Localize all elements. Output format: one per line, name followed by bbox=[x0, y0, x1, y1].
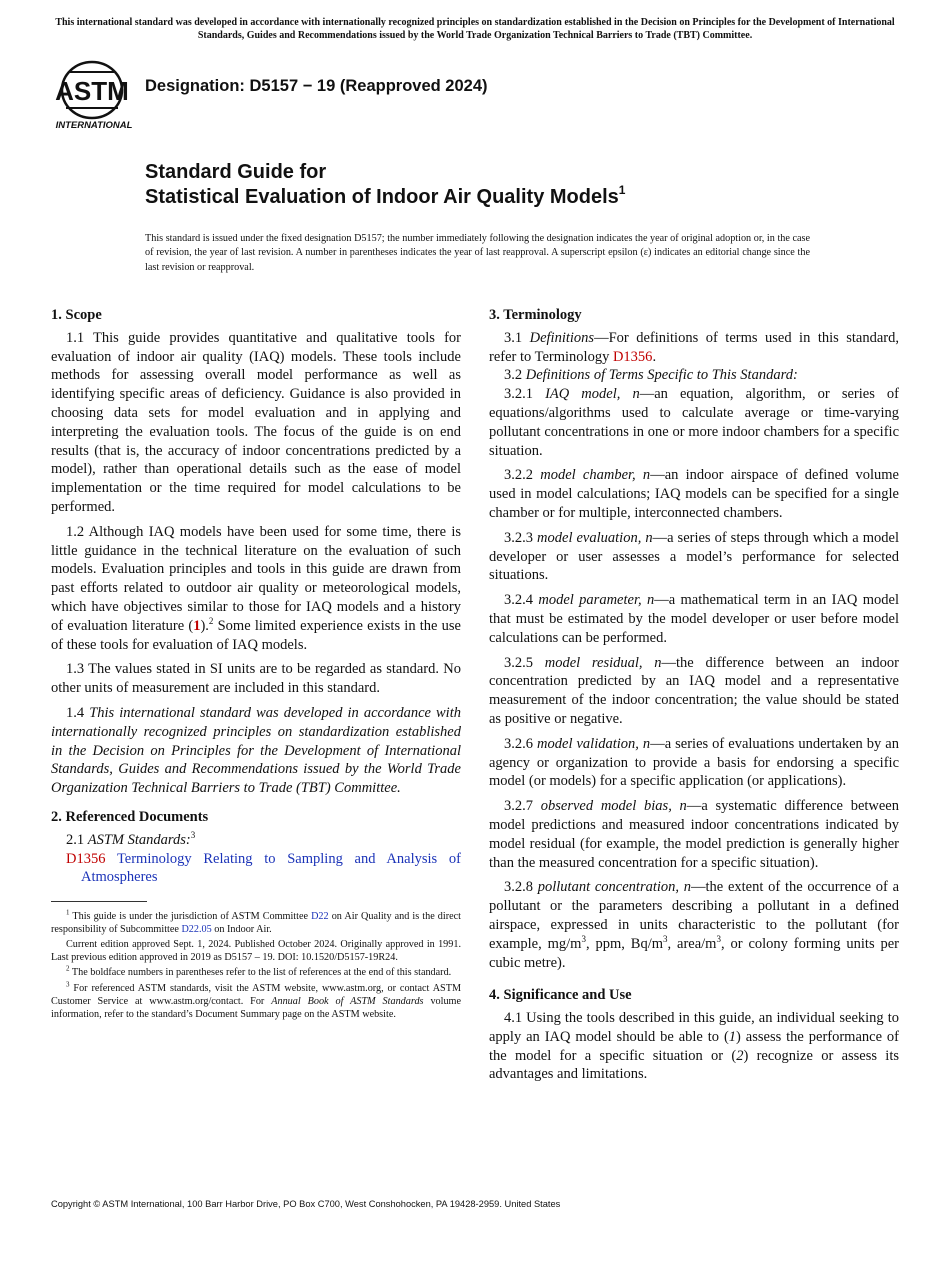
p4-1-item-2: 2 bbox=[736, 1047, 744, 1064]
def-number: 3.2.1 bbox=[504, 386, 546, 403]
paragraph-1-2 bbox=[51, 523, 461, 655]
paragraph-1-1: 1.1 This guide provides quantitative and qualitative tools for evaluation of indoor air quality (IAQ) models. These tools include methods for assessing overall model performance as well as identifying specific areas of deficiency. Guidance is also provided in choosing data sets for model evaluation and in applying and interpreting the evaluation tools. The focus of the guide is on end results (that is, the accuracy of indoor concentrations predicted by a model), rather than operational details such as the ease of model implementation or the time required for model calculations to be performed. bbox=[51, 329, 461, 515]
left-column bbox=[51, 306, 461, 1023]
footnote-3 bbox=[51, 982, 461, 1021]
section-heading-referenced: 2. Referenced Documents bbox=[51, 808, 209, 825]
p1-2-rest: Some limited experience exists in the use of these tools for evaluation of IAQ models. bbox=[51, 617, 461, 653]
footnote-1 bbox=[51, 910, 461, 936]
p2-1-text: ASTM Standards: bbox=[87, 831, 191, 848]
def-term: model residual, n bbox=[544, 654, 662, 671]
section-heading-terminology: 3. Terminology bbox=[489, 307, 582, 323]
p4-1-text: 4.1 Using the tools described in this guide, an individual seeking to apply an IAQ model should be able to ( bbox=[489, 1010, 899, 1045]
paragraph-1-4 bbox=[51, 704, 461, 798]
fn1-marker: 1 bbox=[66, 908, 70, 917]
fn1-text-3: on Indoor Air. bbox=[211, 924, 272, 936]
p1-4-text: This international standard was developed in accordance with internationally recognized principles on standardization established in the Decision on Principles for the Development of International Standards, Guides and Recommendations issued by the World Trade Organization Technical Barriers to Trade (TBT) Committee. bbox=[51, 704, 461, 797]
paragraph-1-3: 1.3 The values stated in SI units are to be regarded as standard. No other units of measurement are included in this standard. bbox=[51, 661, 461, 697]
fn3-text-2: volume information, refer to the standard’s Document Summary page on the ASTM website. bbox=[51, 995, 462, 1020]
def-text: —a systematic difference between model predictions and measured indoor concentrations indicated by model residual (for example, the model prediction is generally higher than the measured concentration for a specific situation). bbox=[489, 798, 899, 871]
definition-3-2-3 bbox=[489, 529, 899, 585]
fn2-marker: 2 bbox=[66, 965, 70, 974]
copyright-footer: Copyright © ASTM International, 100 Barr Harbor Drive, PO Box C700, West Conshohocken, PA 19428-2959. United States bbox=[51, 1199, 561, 1209]
def-number: 3.2.4 bbox=[504, 592, 539, 609]
p1-2-text: 1.2 Although IAQ models have been used for some time, there is little guidance in the technical literature on the evaluation of such models. Evaluation principles and tools in this guide are drawn from past efforts related to outdoor air quality or meteorological models, which have objectives similar to those for IAQ models and a history of evaluation literature ( bbox=[51, 523, 461, 634]
astm-logo bbox=[52, 58, 136, 132]
exponent: 3 bbox=[581, 933, 586, 944]
right-column bbox=[489, 306, 899, 1090]
def-term: model validation, n bbox=[537, 735, 651, 752]
document-title bbox=[145, 160, 625, 210]
fn1-text: This guide is under the jurisdiction of ASTM Committee bbox=[72, 911, 312, 923]
def-text: —a series of steps through which a model developer or user assesses a model’s performance for selected situations. bbox=[489, 529, 899, 584]
paragraph-3-1 bbox=[489, 329, 899, 367]
fn3-emphasis: Annual Book of ASTM Standards bbox=[271, 995, 424, 1007]
def-text: —the extent of the occurrence of a pollutant or the parameters describing a pollutant in a defined airspace, expressed in units characteristic to the pollutant (for example, mg/m bbox=[489, 879, 900, 952]
exponent: 3 bbox=[716, 933, 721, 944]
definition-3-2-8 bbox=[489, 878, 899, 972]
title-footnote-marker: 1 bbox=[618, 183, 626, 197]
paragraph-4-1 bbox=[489, 1009, 899, 1084]
def-text: —the difference between an indoor concentration predicted by an IAQ model and a representative measurement of the indoor concentration; the value should be stated as positive or negative. bbox=[489, 654, 899, 727]
t3-1-term: Definitions bbox=[529, 329, 595, 346]
title-line-1: Standard Guide for bbox=[145, 161, 327, 183]
designation: Designation: D5157 − 19 (Reapproved 2024) bbox=[145, 77, 488, 95]
reference-link-1[interactable]: 1 bbox=[193, 617, 201, 634]
subcommittee-link-d22-05[interactable]: D22.05 bbox=[181, 924, 212, 936]
p1-4-number: 1.4 bbox=[66, 704, 90, 721]
def-text-2: , ppm, Bq/m bbox=[585, 935, 663, 952]
logo-sub-lettering: INTERNATIONAL bbox=[55, 120, 133, 131]
def-number: 3.2.5 bbox=[504, 654, 545, 671]
fn3-marker: 3 bbox=[66, 980, 70, 989]
committee-link-d22[interactable]: D22 bbox=[311, 911, 329, 923]
fn1-text-2: on Air Quality and is the direct responsibility of Subcommittee bbox=[51, 911, 461, 936]
p4-1-text-2: ) assess the performance of the model for a specific situation or ( bbox=[489, 1028, 899, 1064]
astm-logo-graphic bbox=[52, 58, 136, 132]
t3-1-text: —For definitions of terms used in this standard, refer to Terminology bbox=[489, 329, 900, 365]
t3-2-text: Definitions of Terms Specific to This Standard: bbox=[525, 367, 798, 384]
def-text: —a mathematical term in an IAQ model that must be estimated by the model developer or user before model calculations can be performed. bbox=[489, 592, 899, 646]
footnote-divider bbox=[51, 901, 147, 902]
definition-3-2-2 bbox=[489, 466, 899, 522]
exponent: 3 bbox=[663, 933, 668, 944]
definition-3-2-6 bbox=[489, 735, 899, 791]
def-term: observed model bias, n bbox=[540, 798, 687, 815]
trade-notice: This international standard was developed in accordance with internationally recognized principles on standardization established in the Decision on Principles for the Development of International Standards, Guides and Recommendations issued by the World Trade Organization Technical Barriers to Trade (TBT) Committee. bbox=[55, 17, 895, 41]
title-line-2 bbox=[145, 185, 625, 210]
referenced-standard-d1356 bbox=[51, 850, 461, 888]
terminology-link-d1356[interactable]: D1356 bbox=[612, 348, 653, 365]
p1-2-close: ). bbox=[200, 617, 209, 634]
footnote-2 bbox=[51, 966, 461, 979]
section-heading-scope: 1. Scope bbox=[51, 307, 102, 323]
def-text: —an equation, algorithm, or series of equations/algorithms used to calculate average or time-varying pollutant concentrations in one or more indoor chambers for a specific situation. bbox=[489, 386, 899, 459]
footnote-marker-2: 2 bbox=[208, 615, 214, 626]
def-text: —an indoor airspace of defined volume used in model calculations; IAQ models can be specified for a single chamber or for multiple, interconnected chambers. bbox=[489, 467, 899, 521]
def-text: —a series of evaluations undertaken by an agency or organization to provide a basis for endorsing a specific model (or models) for a specific application (or applications). bbox=[489, 735, 899, 790]
def-text-4: , or colony forming units per cubic metre). bbox=[489, 935, 899, 971]
def-text-3: , area/m bbox=[667, 935, 717, 952]
def-term: pollutant concentration, n bbox=[537, 879, 692, 896]
paragraph-2-1 bbox=[51, 831, 461, 850]
footnote-1-edition: Current edition approved Sept. 1, 2024. Published October 2024. Originally approved in 1991. Last previous edition approved in 2019 as D5157 – 19. DOI: 10.1520/D5157-19R24. bbox=[51, 939, 461, 964]
def-term: IAQ model, n bbox=[545, 386, 640, 403]
logo-lettering: ASTM bbox=[55, 76, 129, 106]
standard-title-link[interactable]: Terminology Relating to Sampling and Analysis of Atmospheres bbox=[81, 850, 461, 886]
t3-1-number: 3.1 bbox=[504, 329, 530, 346]
definition-3-2-7 bbox=[489, 797, 899, 872]
fn2-text: The boldface numbers in parentheses refer to the list of references at the end of this standard. bbox=[71, 967, 452, 979]
t3-1-period: . bbox=[652, 348, 657, 365]
section-heading-significance: 4. Significance and Use bbox=[489, 987, 632, 1004]
def-number: 3.2.6 bbox=[504, 735, 538, 752]
definition-3-2-4 bbox=[489, 591, 899, 647]
definition-3-2-1 bbox=[489, 385, 899, 460]
standard-link-d1356[interactable]: D1356 bbox=[66, 850, 106, 867]
def-term: model parameter, n bbox=[538, 592, 655, 609]
p4-1-item-1: 1 bbox=[728, 1028, 737, 1045]
definition-3-2-5 bbox=[489, 654, 899, 729]
t3-2-number: 3.2 bbox=[504, 367, 526, 384]
fn3-text: For referenced ASTM standards, visit the ASTM website, www.astm.org, or contact ASTM Customer Service at www.astm.org/contact. For bbox=[51, 982, 461, 1007]
p4-1-text-3: ) recognize or assess its advantages and limitations. bbox=[489, 1047, 899, 1083]
def-term: model evaluation, n bbox=[537, 529, 653, 546]
def-number: 3.2.3 bbox=[504, 529, 538, 546]
def-number: 3.2.2 bbox=[504, 467, 541, 484]
def-number: 3.2.7 bbox=[504, 798, 541, 815]
def-number: 3.2.8 bbox=[504, 879, 538, 896]
p2-1-number: 2.1 bbox=[66, 831, 88, 848]
issued-note: This standard is issued under the fixed designation D5157; the number immediately following the designation indicates the year of original adoption or, in the case of revision, the year of last revision. A number in parentheses indicates the year of last reapproval. A superscript epsilon (ε) indicates an editorial change since the last revision or reapproval. bbox=[145, 233, 810, 273]
footnote-marker-3: 3 bbox=[190, 829, 196, 840]
def-term: model chamber, n bbox=[540, 467, 651, 484]
paragraph-3-2 bbox=[489, 366, 899, 385]
title-text: Statistical Evaluation of Indoor Air Quality Models bbox=[145, 186, 619, 208]
